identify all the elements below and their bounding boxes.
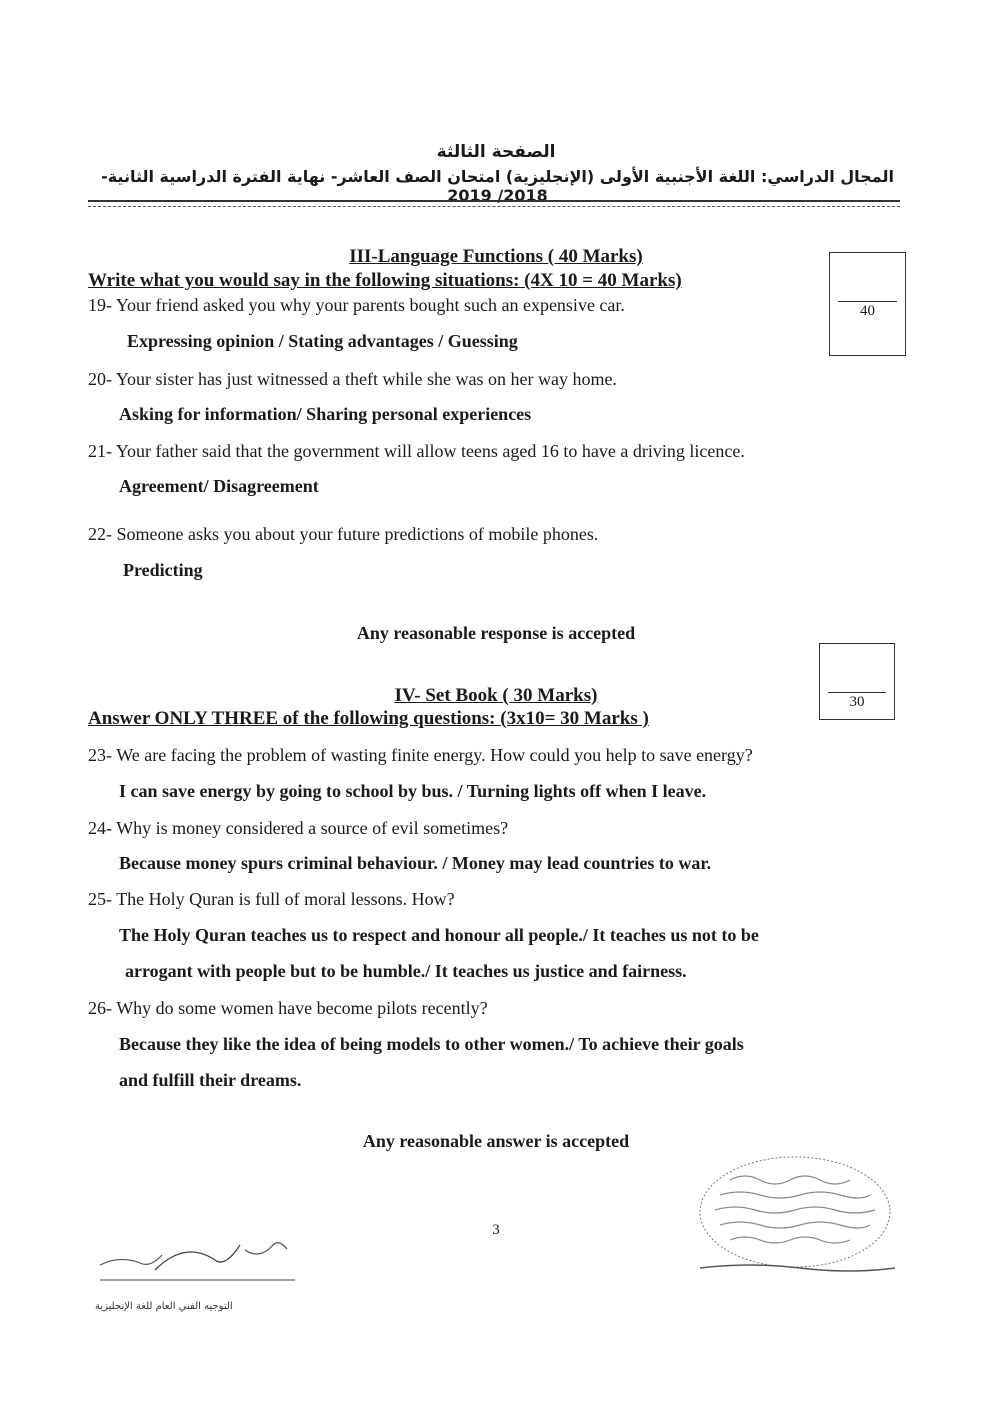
answer-22: Predicting	[123, 560, 203, 580]
section-4-note: Any reasonable answer is accepted	[362, 1131, 630, 1151]
question-text: Why do some women have become pilots recently?	[116, 998, 488, 1018]
official-stamp	[690, 1150, 900, 1280]
question-number: 23-	[88, 745, 112, 765]
question-text: We are facing the problem of wasting finite energy. How could you help to save energy?	[116, 745, 753, 765]
answer-20: Asking for information/ Sharing personal experiences	[119, 404, 532, 424]
section-4-instruction: Answer ONLY THREE of the following questions: (3x10= 30 Marks )	[88, 708, 649, 729]
section-4-mark-box	[819, 643, 895, 720]
question-number: 24-	[88, 818, 112, 838]
header-rule	[88, 200, 900, 202]
question-number: 25-	[88, 889, 112, 909]
answer-25-line-1: The Holy Quran teaches us to respect and honour all people./ It teaches us not to be	[119, 925, 759, 945]
header-rule-dashed	[88, 206, 900, 207]
answer-26-line-1: Because they like the idea of being models to other women./ To achieve their goals	[119, 1034, 744, 1054]
question-text: Your sister has just witnessed a theft while she was on her way home.	[115, 369, 617, 389]
question-23	[88, 745, 753, 766]
mark-box-divider	[838, 301, 897, 302]
answer-23: I can save energy by going to school by bus. / Turning lights off when I leave.	[119, 781, 707, 801]
answer-21: Agreement/ Disagreement	[119, 476, 319, 496]
page-title-arabic: الصفحة الثالثة	[436, 142, 556, 162]
signature-block	[95, 1230, 315, 1320]
question-number: 21-	[88, 441, 112, 461]
question-text: Someone asks you about your future predictions of mobile phones.	[116, 524, 599, 544]
question-21	[88, 441, 745, 462]
page-number: 3	[492, 1222, 500, 1238]
answer-24: Because money spurs criminal behaviour. / Money may lead countries to war.	[119, 853, 712, 873]
question-text: Your friend asked you why your parents bought such an expensive car.	[115, 295, 625, 315]
section-3-mark: 40	[860, 303, 875, 319]
question-26	[88, 998, 488, 1019]
question-text: Why is money considered a source of evil sometimes?	[116, 818, 509, 838]
question-text: Your father said that the government will allow teens aged 16 to have a driving licence.	[115, 441, 745, 461]
answer-26-line-2: and fulfill their dreams.	[119, 1070, 302, 1090]
section-3-note: Any reasonable response is accepted	[356, 623, 636, 643]
question-text: The Holy Quran is full of moral lessons. How?	[116, 889, 455, 909]
signature-scribble-icon	[95, 1230, 315, 1290]
question-24	[88, 818, 508, 839]
exam-subtitle-arabic: المجال الدراسي: اللغة الأجنبية الأولى (الإنجليزية) امتحان الصف العاشر- نهاية الفترة الدراسية الثانية- 2018/ 2019	[101, 167, 894, 205]
answer-25-line-2: arrogant with people but to be humble./ It teaches us justice and fairness.	[125, 961, 687, 981]
signature-caption: التوجيه الفني العام للغة الإنجليزية	[95, 1301, 233, 1312]
section-3-instruction: Write what you would say in the following situations: (4X 10 = 40 Marks)	[88, 270, 682, 291]
section-3-title: III-Language Functions ( 40 Marks)	[349, 246, 643, 267]
section-4-title: IV- Set Book ( 30 Marks)	[394, 685, 598, 706]
question-19	[88, 295, 625, 316]
question-22	[88, 524, 598, 545]
question-25	[88, 889, 455, 910]
answer-19: Expressing opinion / Stating advantages / Guessing	[127, 331, 518, 351]
question-number: 22-	[88, 524, 112, 544]
question-20	[88, 369, 617, 390]
question-number: 20-	[88, 369, 112, 389]
question-number: 26-	[88, 998, 112, 1018]
section-3-mark-box	[829, 252, 906, 356]
section-4-mark: 30	[849, 694, 865, 710]
question-number: 19-	[88, 295, 112, 315]
